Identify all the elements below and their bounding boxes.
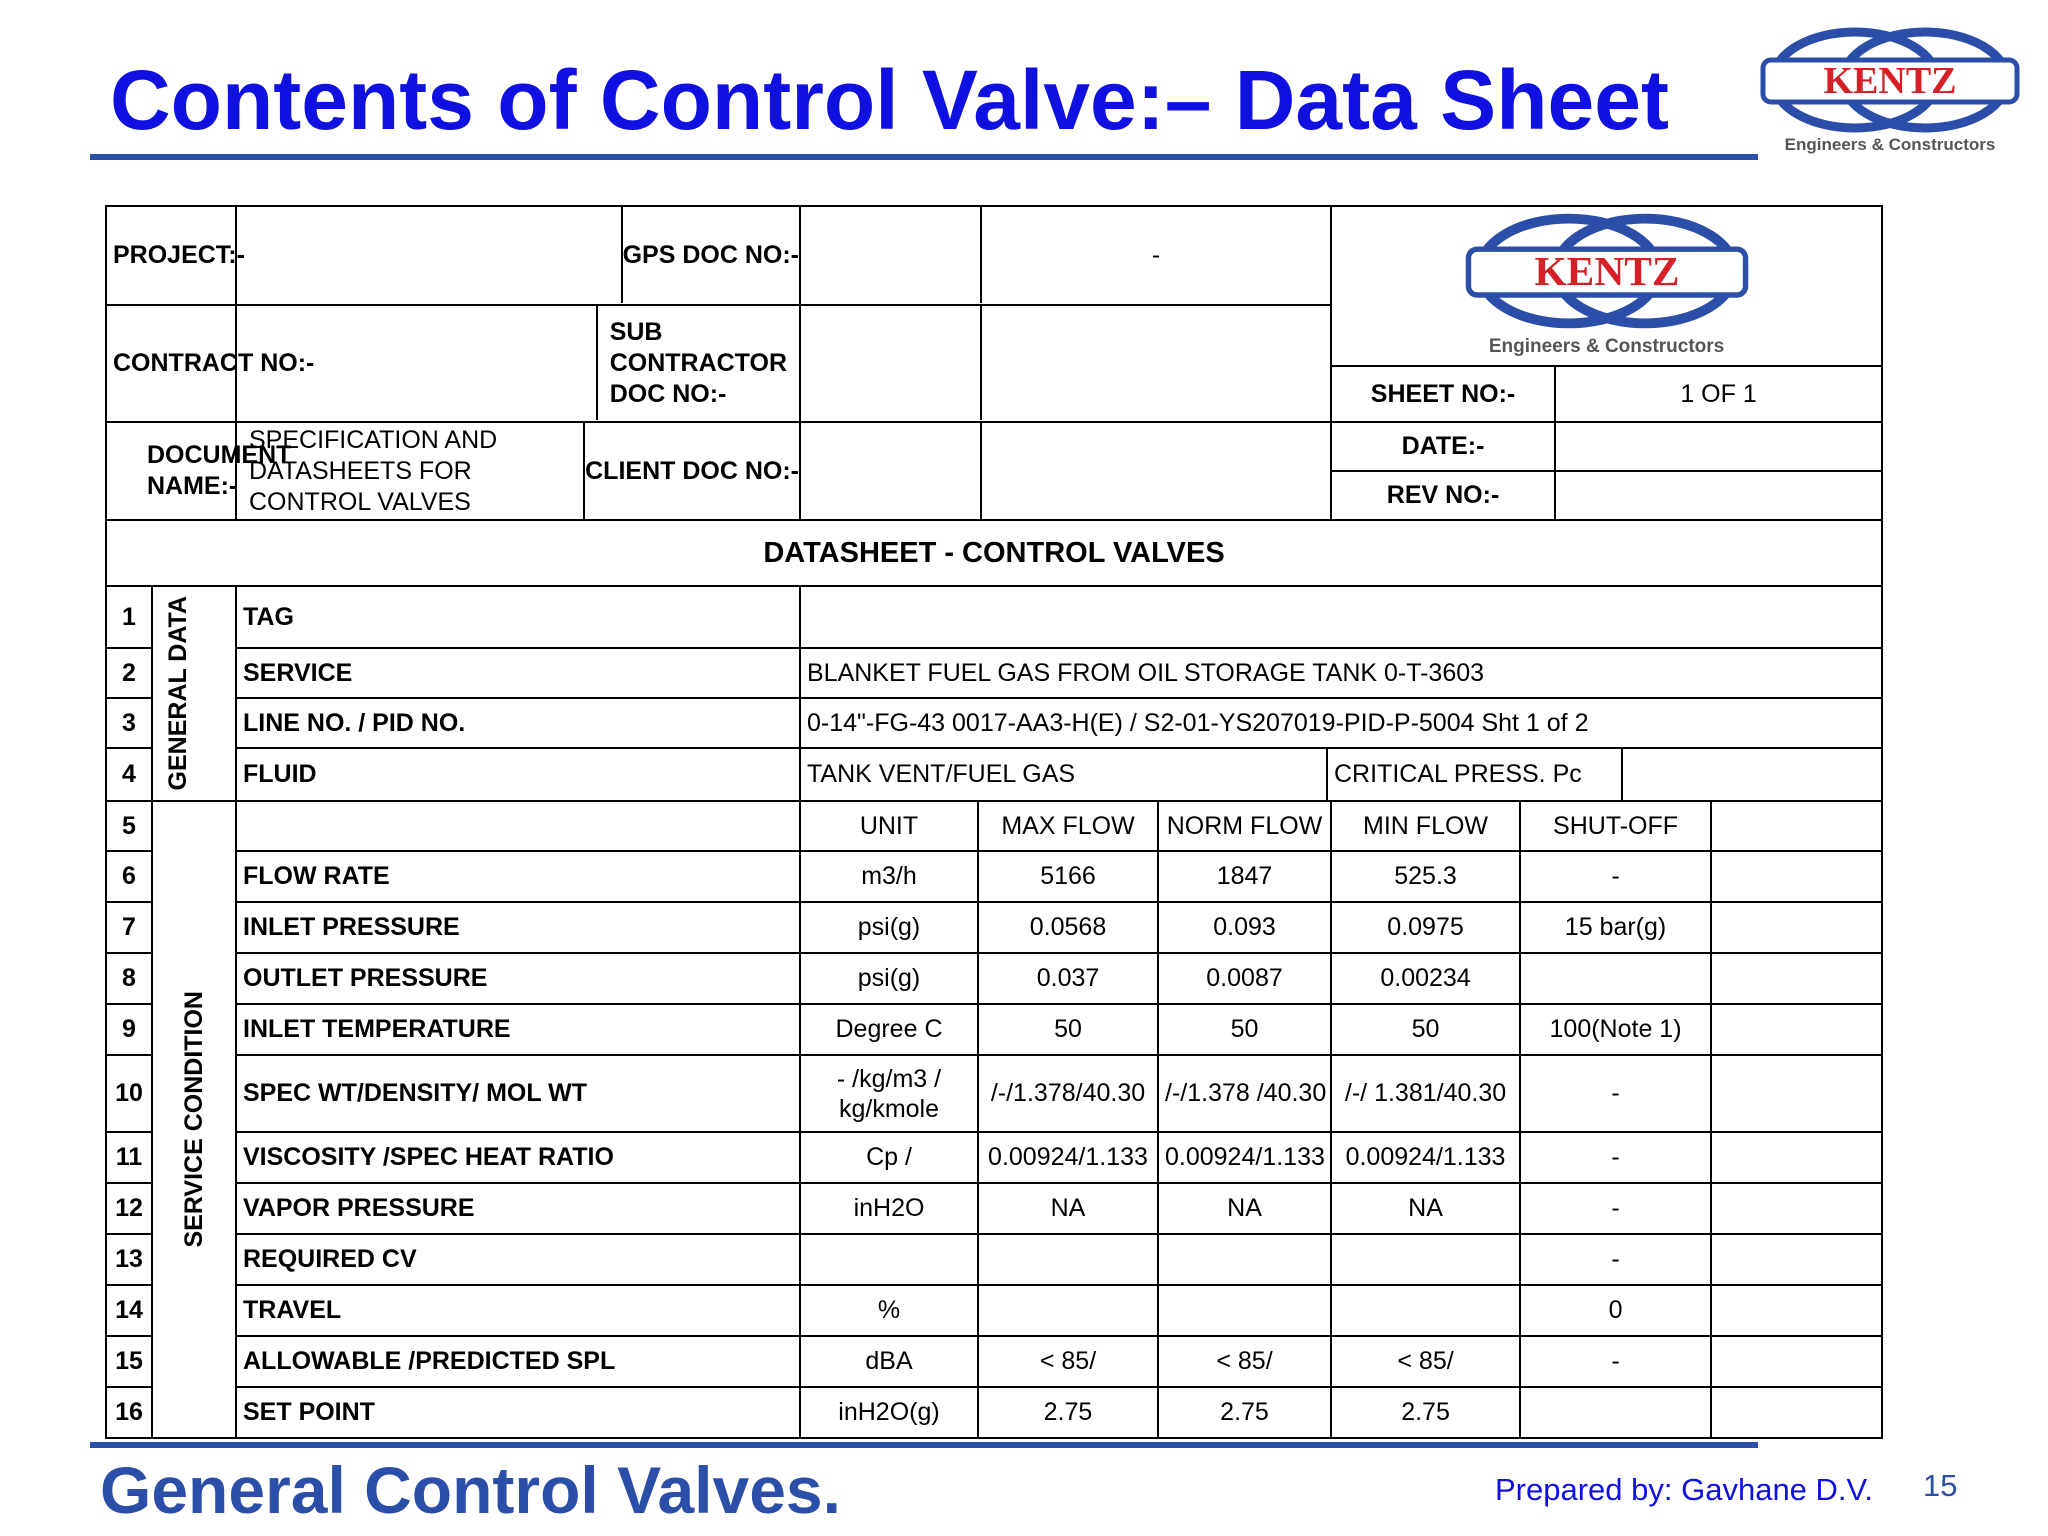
date-value [1556,423,1881,470]
max-flow-header: MAX FLOW [978,801,1158,851]
row-number: 4 [106,748,152,801]
norm-flow-cell [1158,1285,1331,1336]
unit-cell: dBA [800,1336,978,1387]
row-number: 7 [106,902,152,953]
row-label: ALLOWABLE /PREDICTED SPL [236,1336,800,1387]
logo-tagline-small: Engineers & Constructors [1488,335,1725,357]
shut-off-cell [1520,1387,1711,1438]
rev-label: REV NO:- [1332,472,1556,519]
contract-label: CONTRACT NO:- [106,305,236,422]
max-flow-cell: 0.037 [978,953,1158,1004]
page-title: Contents of Control Valve:– Data Sheet [110,53,1669,147]
max-flow-cell: /-/1.378/40.30 [978,1055,1158,1132]
max-flow-cell: NA [978,1183,1158,1234]
row-number: 10 [106,1055,152,1132]
row-label: OUTLET PRESSURE [236,953,800,1004]
norm-flow-cell: NA [1158,1183,1331,1234]
row-label: INLET TEMPERATURE [236,1004,800,1055]
unit-cell: psi(g) [800,953,978,1004]
client-doc-value [982,423,1330,519]
row-number: 8 [106,953,152,1004]
unit-cell: m3/h [800,851,978,902]
blank-cell [1711,1004,1882,1055]
norm-flow-cell: 2.75 [1158,1387,1331,1438]
norm-flow-cell: 1847 [1158,851,1331,902]
min-flow-cell [1331,1234,1520,1285]
min-flow-cell: 2.75 [1331,1387,1520,1438]
blank-cell [1711,1132,1882,1183]
tag-value [800,586,1882,648]
row-number: 9 [106,1004,152,1055]
unit-header: UNIT [800,801,978,851]
row-number: 16 [106,1387,152,1438]
norm-flow-cell: 0.093 [1158,902,1331,953]
critical-press-label: CRITICAL PRESS. Pc [1328,749,1623,800]
page-number: 15 [1923,1468,1958,1503]
unit-cell: % [800,1285,978,1336]
date-label: DATE:- [1332,423,1556,470]
shut-off-cell: - [1520,851,1711,902]
svg-text:KENTZ: KENTZ [1533,247,1680,294]
datasheet-title: DATASHEET - CONTROL VALVES [106,520,1882,586]
unit-cell: Cp / [800,1132,978,1183]
min-flow-header: MIN FLOW [1331,801,1520,851]
max-flow-cell: 5166 [978,851,1158,902]
datasheet-table [105,205,1881,1426]
client-doc-label: CLIENT DOC NO:- [585,456,799,485]
gps-doc-label-pad [801,207,982,303]
shut-off-cell [1520,953,1711,1004]
row-label: SPEC WT/DENSITY/ MOL WT [236,1055,800,1132]
max-flow-cell: < 85/ [978,1336,1158,1387]
row-number: 1 [106,586,152,648]
blank-cell [1711,1183,1882,1234]
sub-contractor-label-pad [801,306,982,420]
fluid-label: FLUID [236,748,800,801]
kentz-logo-small [1332,207,1881,367]
kentz-logo [1755,25,2025,155]
rev-value [1556,472,1881,519]
gps-doc-label: GPS DOC NO:- [622,240,799,269]
norm-flow-cell: /-/1.378 /40.30 [1158,1055,1331,1132]
min-flow-cell: 0.0975 [1331,902,1520,953]
min-flow-cell: NA [1331,1183,1520,1234]
unit-cell: inH2O [800,1183,978,1234]
svg-text:KENTZ: KENTZ [1823,60,1957,102]
document-name-label: DOCUMENT NAME:- [106,422,236,520]
norm-flow-cell [1158,1234,1331,1285]
project-value [237,207,623,303]
norm-flow-cell: 0.00924/1.133 [1158,1132,1331,1183]
min-flow-cell: 525.3 [1331,851,1520,902]
document-name-value: SPECIFICATION AND DATASHEETS FOR CONTROL VALVES [237,423,585,519]
shut-off-cell: 0 [1520,1285,1711,1336]
row-label: VISCOSITY /SPEC HEAT RATIO [236,1132,800,1183]
blank-label [236,801,800,851]
unit-cell: inH2O(g) [800,1387,978,1438]
shut-off-cell: 15 bar(g) [1520,902,1711,953]
unit-cell: psi(g) [800,902,978,953]
footer-rule [90,1442,1758,1448]
blank-cell [1711,1234,1882,1285]
row-label: INLET PRESSURE [236,902,800,953]
row-number: 14 [106,1285,152,1336]
row-label: VAPOR PRESSURE [236,1183,800,1234]
shut-off-cell: - [1520,1336,1711,1387]
general-data-group-label: GENERAL DATA [152,586,236,801]
header-rule [90,154,1758,160]
row-number: 12 [106,1183,152,1234]
tag-label: TAG [236,586,800,648]
min-flow-cell: < 85/ [1331,1336,1520,1387]
sheet-label: SHEET NO:- [1332,367,1556,421]
project-label: PROJECT:- [106,206,236,305]
shut-off-cell: - [1520,1183,1711,1234]
blank-cell [1711,1055,1882,1132]
norm-flow-header: NORM FLOW [1158,801,1331,851]
logo-tagline: Engineers & Constructors [1784,135,1996,154]
service-label: SERVICE [236,648,800,698]
shut-off-cell: - [1520,1132,1711,1183]
blank-header [1711,801,1882,851]
max-flow-cell: 0.0568 [978,902,1158,953]
unit-cell: - /kg/m3 / kg/kmole [800,1055,978,1132]
gps-doc-value: - [1151,240,1161,269]
shut-off-header: SHUT-OFF [1520,801,1711,851]
max-flow-cell [978,1285,1158,1336]
client-doc-label-pad [801,423,982,519]
sheet-value: 1 OF 1 [1680,379,1757,408]
row-label: REQUIRED CV [236,1234,800,1285]
row-number: 2 [106,648,152,698]
row-label: TRAVEL [236,1285,800,1336]
max-flow-cell: 2.75 [978,1387,1158,1438]
sub-contractor-label: SUB CONTRACTOR DOC NO:- [609,317,787,408]
service-condition-group-label: SERVICE CONDITION [152,801,236,1438]
sub-contractor-value [982,306,1330,420]
min-flow-cell: 50 [1331,1004,1520,1055]
critical-press-value [1623,749,1881,800]
max-flow-cell: 50 [978,1004,1158,1055]
line-no-value: 0-14"-FG-43 0017-AA3-H(E) / S2-01-YS207019-PID-P-5004 Sht 1 of 2 [800,698,1882,748]
blank-cell [1711,902,1882,953]
unit-cell [800,1234,978,1285]
footer-title: General Control Valves. [100,1453,841,1527]
min-flow-cell: 0.00924/1.133 [1331,1132,1520,1183]
blank-cell [1711,851,1882,902]
min-flow-cell [1331,1285,1520,1336]
fluid-value: TANK VENT/FUEL GAS [801,749,1328,800]
max-flow-cell [978,1234,1158,1285]
row-label: SET POINT [236,1387,800,1438]
min-flow-cell: 0.00234 [1331,953,1520,1004]
row-number: 15 [106,1336,152,1387]
shut-off-cell: 100(Note 1) [1520,1004,1711,1055]
shut-off-cell: - [1520,1055,1711,1132]
row-label: FLOW RATE [236,851,800,902]
unit-cell: Degree C [800,1004,978,1055]
shut-off-cell: - [1520,1234,1711,1285]
prepared-by: Prepared by: Gavhane D.V. [1495,1472,1873,1507]
row-number: 11 [106,1132,152,1183]
blank-cell [1711,1285,1882,1336]
max-flow-cell: 0.00924/1.133 [978,1132,1158,1183]
norm-flow-cell: 0.0087 [1158,953,1331,1004]
row-number: 5 [106,801,152,851]
row-number: 3 [106,698,152,748]
norm-flow-cell: < 85/ [1158,1336,1331,1387]
row-number: 6 [106,851,152,902]
service-value: BLANKET FUEL GAS FROM OIL STORAGE TANK 0-T-3603 [800,648,1882,698]
blank-cell [1711,1336,1882,1387]
contract-value [237,306,598,420]
row-number: 13 [106,1234,152,1285]
min-flow-cell: /-/ 1.381/40.30 [1331,1055,1520,1132]
line-no-label: LINE NO. / PID NO. [236,698,800,748]
blank-cell [1711,1387,1882,1438]
norm-flow-cell: 50 [1158,1004,1331,1055]
blank-cell [1711,953,1882,1004]
